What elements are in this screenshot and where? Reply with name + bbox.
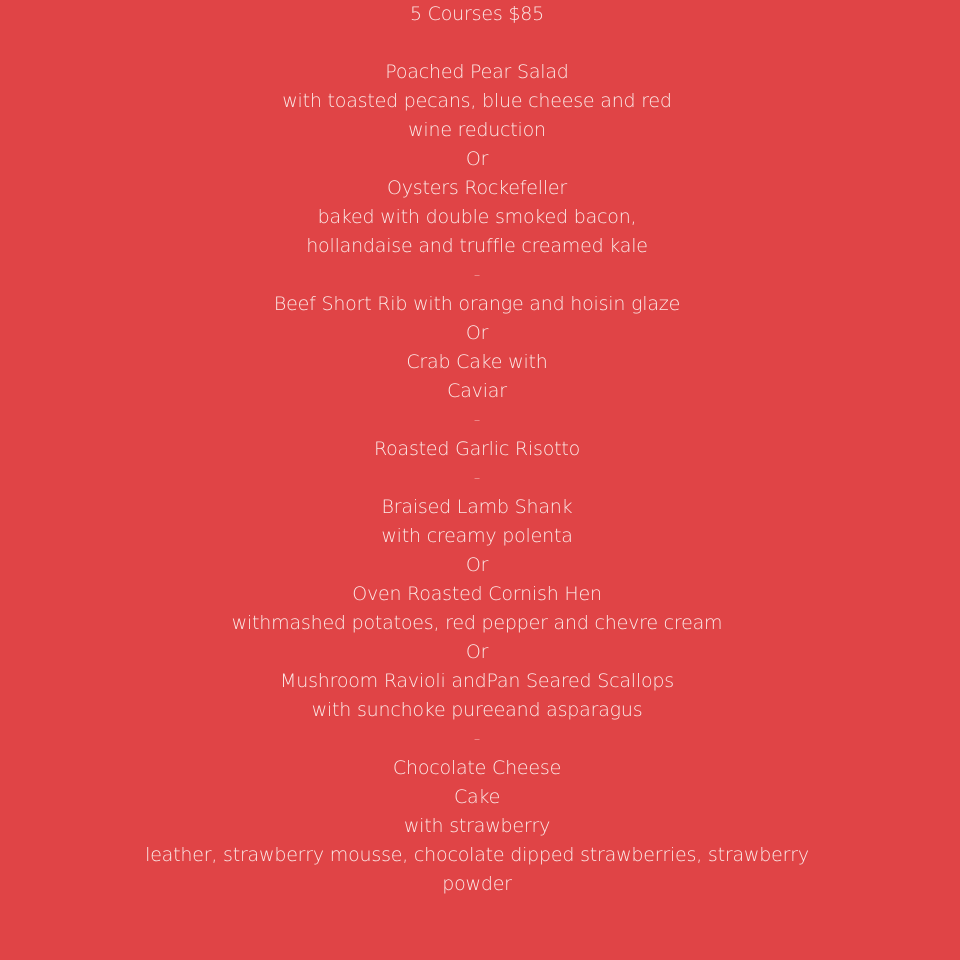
menu-item-description: with sunchoke pureeand asparagus [311,699,643,721]
menu-price-heading: 5 Courses $85 [409,3,545,25]
menu-or-divider: Or [465,322,489,344]
menu-item-title: Roasted Garlic Risotto [373,438,581,460]
menu-item-title: Crab Cake with [406,351,548,373]
menu-item-description: wine reduction [408,119,546,141]
menu-item-title: Caviar [447,380,507,402]
menu-item-description: leather, strawberry mousse, chocolate dipped strawberries, strawberry [145,844,809,866]
menu-item-title: Poached Pear Salad [385,61,569,83]
menu-item-title: Oven Roasted Cornish Hen [352,583,602,605]
menu-item-description: with creamy polenta [381,525,573,547]
menu-or-divider: Or [465,641,489,663]
menu-item-title: Chocolate Cheese [392,757,562,779]
menu-item-description: powder [442,873,512,895]
course-separator: - [473,467,481,489]
course-separator: - [473,728,481,750]
menu-item-title: Beef Short Rib with orange and hoisin glaze [273,293,681,315]
menu-item-title: Braised Lamb Shank [381,496,573,518]
menu-item-description: with strawberry [403,815,551,837]
course-separator: - [473,409,481,431]
course-separator: - [473,264,481,286]
menu-item-description: with toasted pecans, blue cheese and red [282,90,672,112]
menu-item-description: withmashed potatoes, red pepper and chevre cream [231,612,723,634]
menu-item-title: Mushroom Ravioli andPan Seared Scallops [280,670,674,692]
menu-item-title: Cake [453,786,501,808]
menu-item-description: hollandaise and truffle creamed kale [306,235,648,257]
menu-or-divider: Or [465,148,489,170]
menu-or-divider: Or [465,554,489,576]
menu-spacer-line [0,29,954,58]
menu-item-description: baked with double smoked bacon, [317,206,637,228]
menu-item-title: Oysters Rockefeller [386,177,568,199]
